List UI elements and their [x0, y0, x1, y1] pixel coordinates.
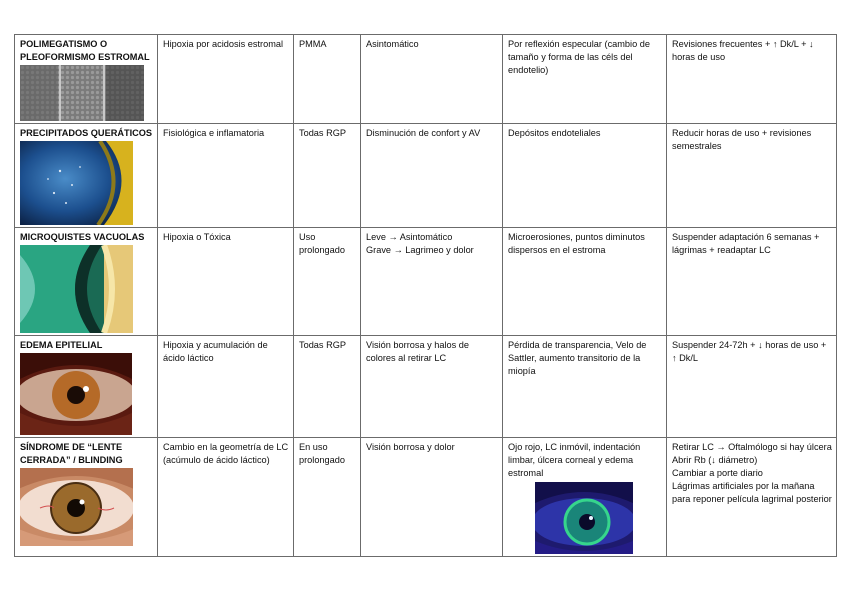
treatment-line: Lágrimas artificiales por la mañana para reponer película lagrimal posterior	[672, 481, 832, 504]
material-cell: PMMA	[294, 35, 361, 124]
treatment-line: Suspender 24-72h + ↓ horas de uso + ↑ Dk/L	[672, 340, 827, 363]
condition-name: SÍNDROME DE “LENTE CERRADA” / BLINDING	[20, 442, 123, 465]
condition-name: MICROQUISTES VACUOLAS	[20, 232, 145, 242]
symptoms-cell	[361, 438, 503, 557]
table-row	[15, 124, 837, 228]
cause-cell: Hipoxia por acidosis estromal	[158, 35, 294, 124]
contact-lens-complications-table	[14, 34, 837, 557]
condition-cell	[15, 35, 158, 124]
fluorescein-stained-eye-image	[535, 482, 662, 554]
treatment-cell	[667, 124, 837, 228]
condition-cell	[15, 438, 158, 557]
table-row	[15, 35, 837, 124]
sign-line: Pérdida de transparencia, Velo de Sattler, aumento transitorio de la miopía	[508, 340, 647, 376]
symptom-line: Visión borrosa y dolor	[366, 442, 455, 452]
material-cell: Uso prolongado	[294, 228, 361, 336]
signs-cell	[503, 438, 667, 557]
cause-cell: Hipoxia o Tóxica	[158, 228, 294, 336]
table-row	[15, 228, 837, 336]
treatment-line: Cambiar a porte diario	[672, 468, 763, 478]
signs-cell	[503, 228, 667, 336]
symptoms-cell	[361, 124, 503, 228]
treatment-cell	[667, 438, 837, 557]
treatment-line: Revisiones frecuentes + ↑ Dk/L + ↓ horas de uso	[672, 39, 814, 62]
symptom-line: Visión borrosa y halos de colores al retirar LC	[366, 340, 469, 363]
endothelium-specular-image	[20, 65, 153, 121]
treatment-line: Retirar LC → Oftalmólogo si hay úlcera	[672, 442, 832, 452]
material-cell: Todas RGP	[294, 124, 361, 228]
treatment-line: Suspender adaptación 6 semanas + lágrimas + readaptar LC	[672, 232, 820, 255]
tight-lens-eye-image	[20, 468, 153, 546]
symptoms-cell	[361, 35, 503, 124]
signs-cell	[503, 124, 667, 228]
material-cell: Todas RGP	[294, 336, 361, 438]
microcysts-eye-image	[20, 245, 153, 333]
condition-cell	[15, 124, 158, 228]
condition-name: POLIMEGATISMO O PLEOFORMISMO ESTROMAL	[20, 39, 150, 62]
treatment-line: Reducir horas de uso + revisiones semestrales	[672, 128, 812, 151]
signs-cell	[503, 336, 667, 438]
cause-cell: Hipoxia y acumulación de ácido láctico	[158, 336, 294, 438]
treatment-cell	[667, 228, 837, 336]
epithelial-edema-eye-image	[20, 353, 153, 435]
treatment-line: Abrir Rb (↓ diámetro)	[672, 455, 758, 465]
treatment-cell	[667, 336, 837, 438]
sign-line: Ojo rojo, LC inmóvil, indentación limbar, úlcera corneal y edema estromal	[508, 442, 641, 478]
cause-cell: Cambio en la geometría de LC (acúmulo de ácido láctico)	[158, 438, 294, 557]
symptom-line: Disminución de confort y AV	[366, 128, 481, 138]
symptoms-cell	[361, 336, 503, 438]
symptoms-cell	[361, 228, 503, 336]
symptom-line: Grave → Lagrimeo y dolor	[366, 245, 474, 255]
keratic-precipitates-eye-image	[20, 141, 153, 225]
symptom-line: Leve → Asintomático	[366, 232, 453, 242]
table-row	[15, 336, 837, 438]
sign-line: Por reflexión especular (cambio de tamaño y forma de las céls del endotelio)	[508, 39, 650, 75]
table-row	[15, 438, 837, 557]
sign-line: Microerosiones, puntos diminutos dispersos en el estroma	[508, 232, 645, 255]
symptom-line: Asintomático	[366, 39, 419, 49]
signs-cell	[503, 35, 667, 124]
condition-name: EDEMA EPITELIAL	[20, 340, 103, 350]
condition-name: PRECIPITADOS QUERÁTICOS	[20, 128, 153, 138]
cause-cell: Fisiológica e inflamatoria	[158, 124, 294, 228]
sign-line: Depósitos endoteliales	[508, 128, 601, 138]
treatment-cell	[667, 35, 837, 124]
condition-cell	[15, 336, 158, 438]
condition-cell	[15, 228, 158, 336]
material-cell: En uso prolongado	[294, 438, 361, 557]
